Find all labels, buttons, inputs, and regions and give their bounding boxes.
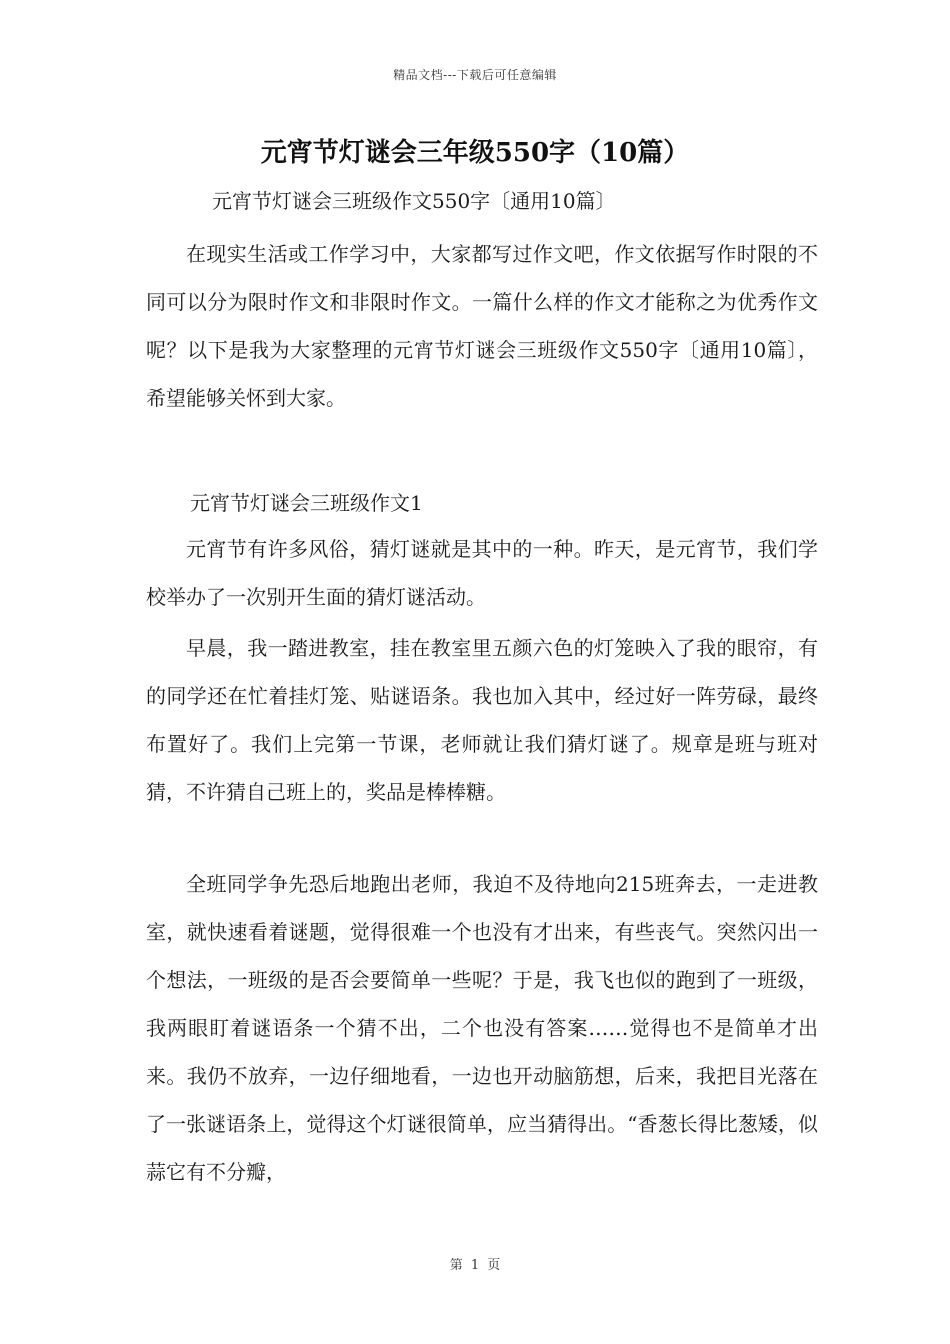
document-title: 元宵节灯谜会三年级550字（10篇）: [260, 138, 690, 168]
page-header: 精品文档---下载后可任意编辑: [393, 68, 557, 82]
body-paragraph-2: 早晨，我一踏进教室，挂在教室里五颜六色的灯笼映入了我的眼帘，有的同学还在忙着挂灯笼、贴谜语条。我也加入其中，经过好一阵劳碌，最终布置好了。我们上完第一节课，老师就让我们猜灯谜了。规章是班与班对猜，不许猜自己班上的，奖品是棒棒糖。: [146, 636, 818, 804]
page-number: 第 1 页: [449, 1258, 501, 1273]
body-paragraph-3: 全班同学争先恐后地跑出老师，我迫不及待地向215班奔去，一走进教室，就快速看着谜题，觉得很难一个也没有才出来，有些丧气。突然闪出一个想法，一班级的是否会要简单一些呢？于是，我飞也似的跑到了一班级，我两眼盯着谜语条一个猜不出，二个也没有答案……觉得也不是简单才出来。我仍不放弃，一边仔细地看，一边也开动脑筋想，后来，我把目光落在了一张谜语条上，觉得这个灯谜很简单，应当猜得出。“香葱长得比葱矮，似蒜它有不分瓣，: [146, 872, 818, 1184]
section-heading: 元宵节灯谜会三班级作文1: [190, 491, 423, 515]
intro-paragraph: 在现实生活或工作学习中，大家都写过作文吧，作文依据写作时限的不同可以分为限时作文和非限时作文。一篇什么样的作文才能称之为优秀作文呢？以下是我为大家整理的元宵节灯谜会三班级作文550字〔通用10篇〕，希望能够关怀到大家。: [146, 242, 818, 410]
body-paragraph-1: 元宵节有许多风俗，猜灯谜就是其中的一种。昨天，是元宵节，我们学校举办了一次别开生面的猜灯谜活动。: [146, 537, 818, 609]
document-subtitle: 元宵节灯谜会三班级作文550字〔通用10篇〕: [212, 189, 616, 213]
